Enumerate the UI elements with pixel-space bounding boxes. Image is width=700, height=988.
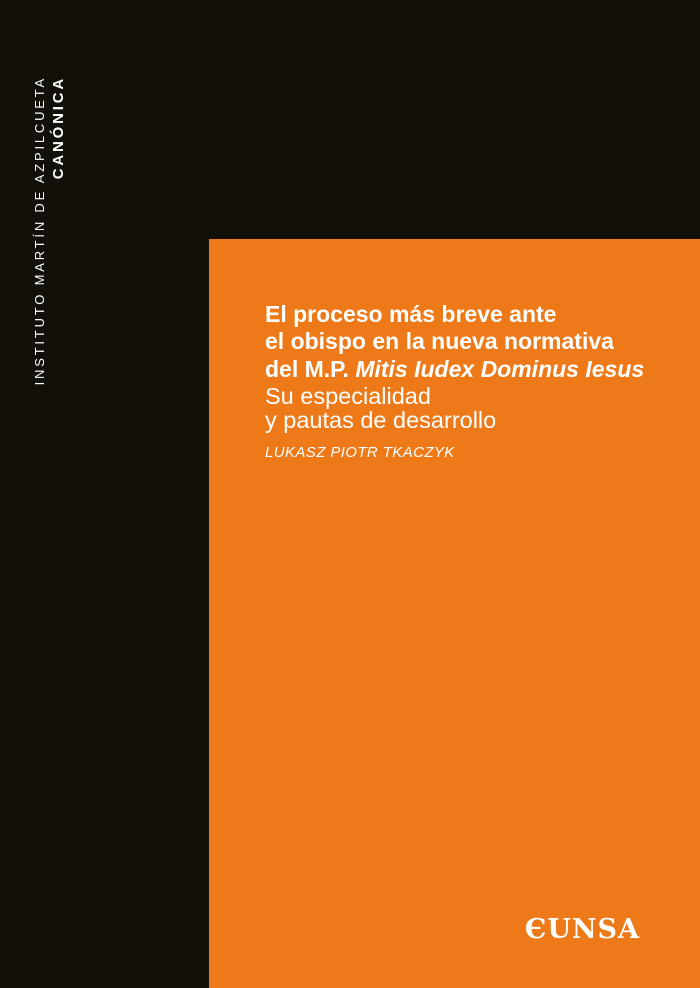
logo-letters-rest: UNSA [547, 914, 640, 945]
author-name: LUKASZ PIOTR TKACZYK [265, 444, 455, 461]
collection-name: CANÓNICA [50, 76, 67, 180]
title-motu-proprio-name: Mitis Iudex Dominus Iesus [355, 355, 645, 382]
orange-panel [209, 239, 700, 988]
book-subtitle [265, 385, 496, 432]
title-line-3 [265, 356, 644, 383]
logo-letter-epsilon: Є [524, 914, 548, 945]
subtitle-line-2: y pautas de desarrollo [265, 406, 497, 433]
book-title [265, 301, 644, 383]
title-line-3-prefix: del M.P. [265, 355, 356, 382]
publisher-logo [525, 916, 640, 943]
subtitle-line-1: Su especialidad [265, 383, 431, 409]
institute-name: INSTITUTO MARTÍN DE AZPILCUETA [32, 76, 47, 386]
spine-text [30, 76, 69, 390]
title-line-2: el obispo en la nueva normativa [265, 328, 614, 355]
title-line-1: El proceso más breve ante [265, 301, 557, 327]
